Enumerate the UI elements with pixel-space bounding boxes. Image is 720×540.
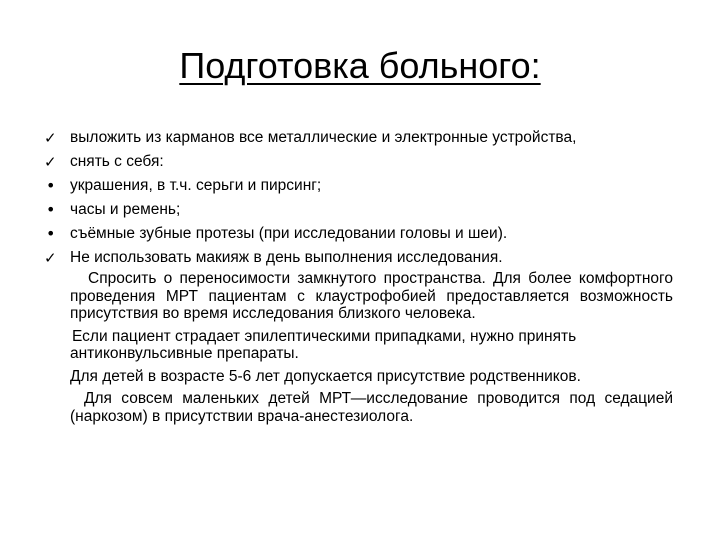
paragraph-children-5-6: Для детей в возрасте 5-6 лет допускается присутствие родственников.: [70, 367, 581, 385]
bullet-text: съёмные зубные протезы (при исследовании головы и шеи).: [70, 225, 508, 242]
bullet-dot-icon: •: [46, 176, 56, 195]
bullet-item: [44, 246, 676, 270]
bullet-item: [44, 174, 676, 198]
bullet-item: [44, 222, 676, 246]
bullet-dot-icon: •: [46, 200, 56, 219]
paragraph-epilepsy: Если пациент страдает эпилептическими припадками, нужно принять антиконвульсивные препараты.: [70, 327, 577, 362]
paragraph-claustrophobia: Спросить о переносимости замкнутого пространства. Для более комфортного проведения МРТ пациентам с клаустрофобией предоставляется возможность присутствия во время исследования близкого человека.: [70, 270, 673, 322]
bullet-text: снять с себя:: [70, 153, 164, 170]
bullet-text: украшения, в т.ч. серьги и пирсинг;: [70, 177, 322, 194]
slide-title-text: Подготовка больного:: [179, 45, 541, 86]
bullet-text: часы и ремень;: [70, 201, 181, 218]
bullet-item: [44, 150, 676, 174]
check-icon: ✓: [44, 249, 57, 267]
check-icon: ✓: [44, 153, 57, 171]
bullet-item: [44, 198, 676, 222]
body-text: [70, 270, 673, 425]
bullet-dot-icon: •: [46, 224, 56, 243]
bullet-text: выложить из карманов все металлические и электронные устройства,: [70, 129, 577, 146]
check-icon: ✓: [44, 129, 57, 147]
paragraph-small-children: Для совсем маленьких детей МРТ—исследование проводится под седацией (наркозом) в присутствии врача-анестезиолога.: [70, 390, 673, 425]
slide-title: [0, 42, 720, 90]
bullet-list: [44, 126, 676, 270]
bullet-text: Не использовать макияж в день выполнения исследования.: [70, 249, 503, 266]
bullet-item: [44, 126, 676, 150]
